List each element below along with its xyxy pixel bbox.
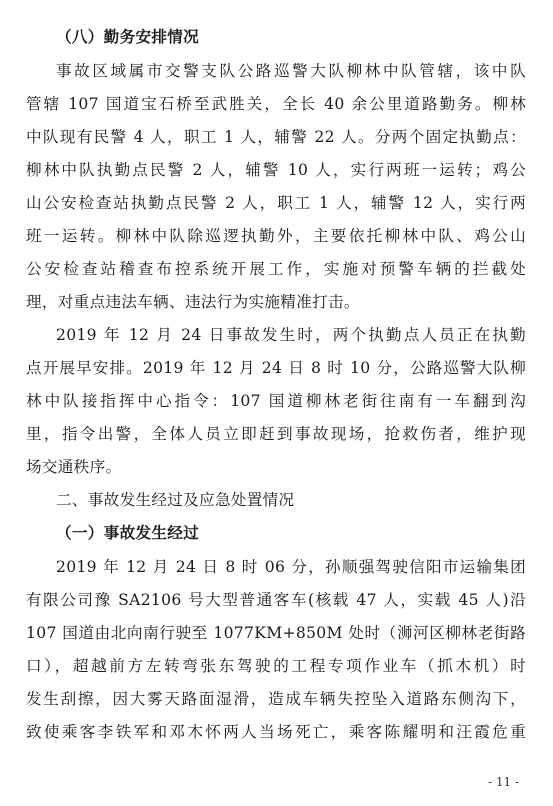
paragraph-line: 口），超越前方左转弯张东驾驶的工程专项作业车（抓木机）时	[26, 657, 526, 675]
paragraph-line: 理，对重点违法车辆、违法行为实施精准打击。	[26, 293, 360, 311]
paragraph-line: 107 国道由北向南行驶至 1077KM+850M 处时（浉河区柳林老街路	[26, 624, 526, 642]
paragraph-line: 场交通秩序。	[26, 458, 122, 476]
paragraph-line: 点开展早安排。2019 年 12 月 24 日 8 时 10 分，公路巡警大队柳	[26, 359, 526, 377]
section-heading-duty-arrangement: （八）勤务安排情况	[56, 27, 200, 46]
paragraph-line: 有限公司豫 SA2106 号大型普通客车(核载 47 人，实载 45 人)沿	[26, 591, 526, 609]
paragraph-line: 发生刮擦，因大雾天路面湿滑，造成车辆失控坠入道路东侧沟下，	[26, 690, 526, 708]
paragraph-line: 林中队接指挥中心指令：107 国道柳林老街往南有一车翻到沟	[26, 392, 526, 410]
paragraph-line: 2019 年 12 月 24 日 8 时 06 分，孙顺强驾驶信阳市运输集团	[56, 558, 526, 576]
section-heading-accident-process: 二、事故发生经过及应急处置情况	[56, 491, 295, 509]
paragraph-line: 2019 年 12 月 24 日事故发生时，两个执勤点人员正在执勤	[56, 326, 526, 344]
page-number: - 11 -	[487, 775, 519, 789]
paragraph-line: 管辖 107 国道宝石桥至武胜关，全长 40 余公里道路勤务。柳林	[26, 95, 526, 113]
subsection-heading-accident-process: （一）事故发生经过	[56, 523, 200, 542]
paragraph-line: 事故区域属市交警支队公路巡警大队柳林中队管辖，该中队	[56, 62, 526, 80]
paragraph-line: 山公安检查站执勤点民警 2 人，职工 1 人，辅警 12 人，实行两	[26, 194, 526, 212]
paragraph-line: 里，指令出警，全体人员立即赶到事故现场，抢救伤者，维护现	[26, 425, 526, 443]
paragraph-line: 中队现有民警 4 人，职工 1 人，辅警 22 人。分两个固定执勤点：	[26, 128, 526, 146]
paragraph-line: 公安检查站稽查布控系统开展工作，实施对预警车辆的拦截处	[26, 260, 526, 278]
paragraph-line: 柳林中队执勤点民警 2 人，辅警 10 人，实行两班一运转；鸡公	[26, 161, 526, 179]
paragraph-line: 班一运转。柳林中队除巡逻执勤外，主要依托柳林中队、鸡公山	[26, 227, 526, 245]
paragraph-line: 致使乘客李铁军和邓木怀两人当场死亡，乘客陈耀明和汪霞危重	[26, 723, 526, 741]
